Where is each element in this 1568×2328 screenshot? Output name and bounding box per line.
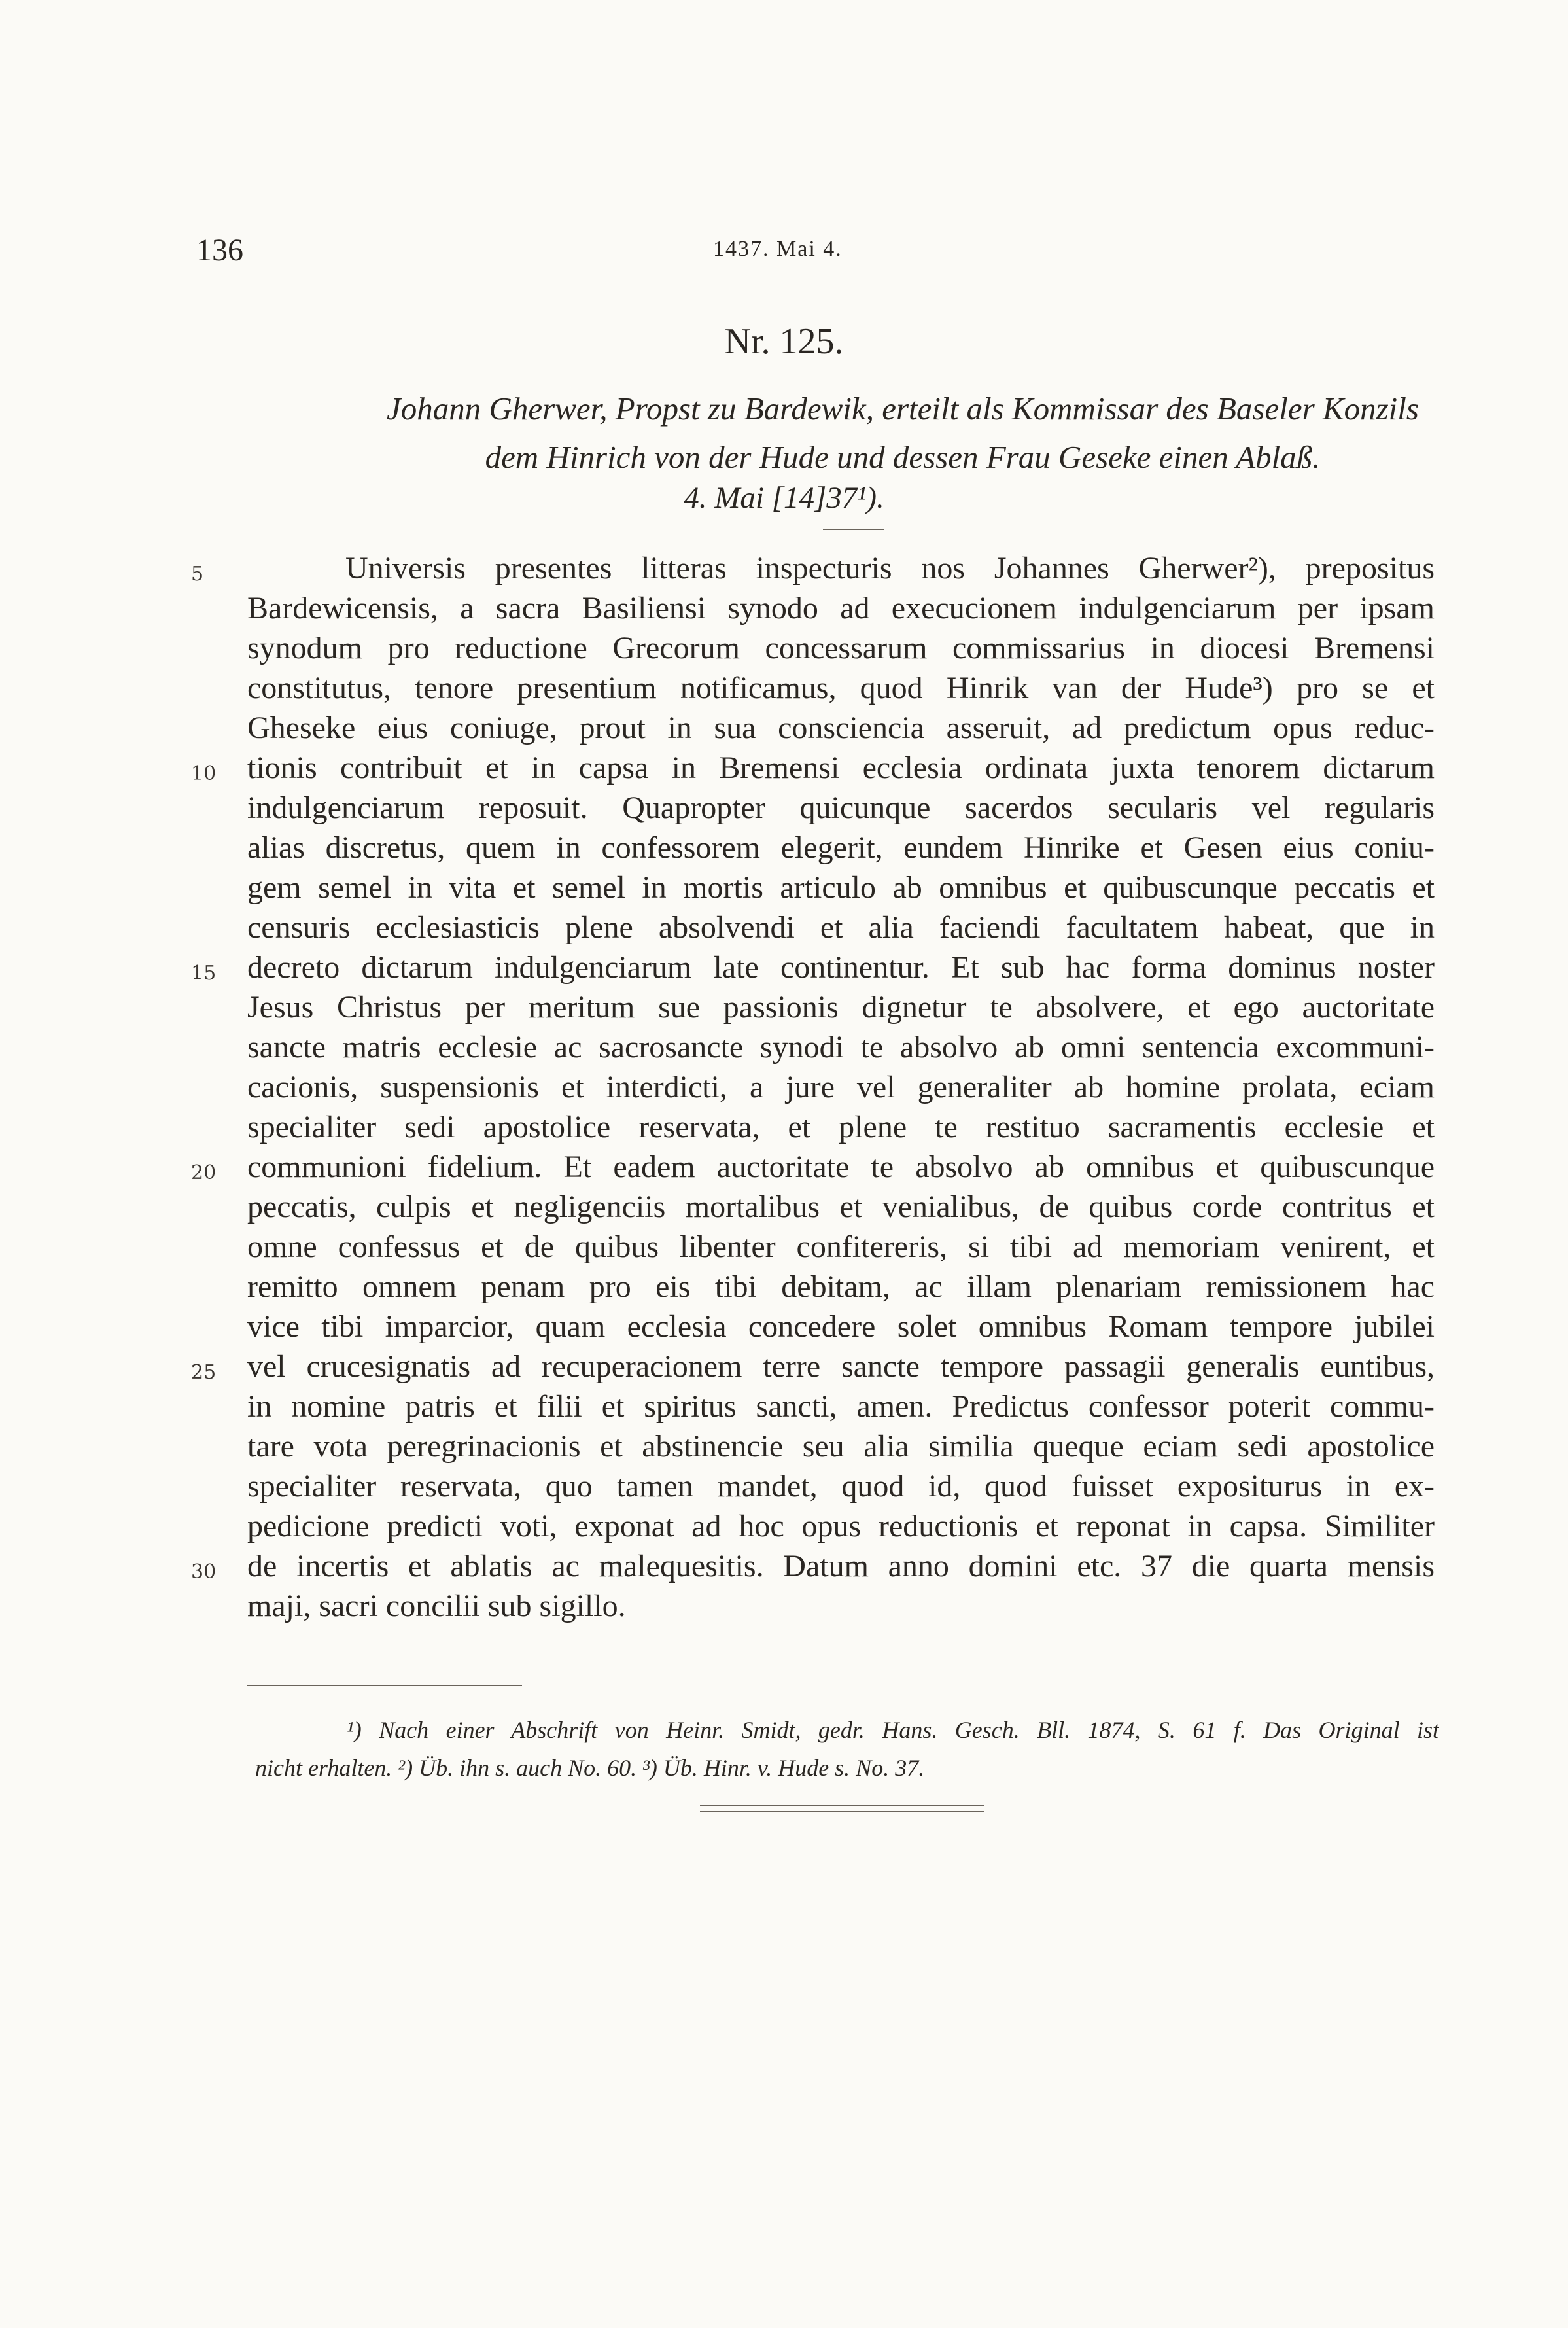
body-line: Universis presentes litteras inspecturis nos Johannes Gherwer²), prepositus bbox=[345, 551, 1435, 586]
body-line: cacionis, suspensionis et interdicti, a jure vel generaliter ab homine prolata, eciam bbox=[247, 1070, 1435, 1104]
body-line: sancte matris ecclesie ac sacrosancte synodi te absolvo ab omni sentencia excommuni- bbox=[247, 1030, 1435, 1065]
body-line: omne confessus et de quibus libenter confitereris, si tibi ad memoriam venirent, et bbox=[247, 1229, 1435, 1264]
body-line: indulgenciarum reposuit. Quapropter quicunque sacerdos secularis vel regularis bbox=[247, 790, 1435, 825]
body-line: specialiter reservata, quo tamen mandet, quod id, quod fuisset expositurus in ex- bbox=[247, 1469, 1435, 1504]
body-line: Bardewicensis, a sacra Basiliensi synodo ad execucionem indulgenciarum per ipsam bbox=[247, 591, 1435, 626]
line-number: 20 bbox=[191, 1161, 217, 1184]
body-line: de incertis et ablatis ac malequesitis. Datum anno domini etc. 37 die quarta mensis bbox=[247, 1549, 1435, 1583]
end-divider bbox=[700, 1805, 984, 1806]
body-line: Gheseke eius coniuge, prout in sua consciencia asseruit, ad predictum opus reduc- bbox=[247, 711, 1435, 745]
line-number: 15 bbox=[191, 962, 217, 985]
body-line: alias discretus, quem in confessorem elegerit, eundem Hinrike et Gesen eius coniu- bbox=[247, 830, 1435, 865]
document-body bbox=[247, 548, 1435, 1626]
footnotes bbox=[255, 1711, 1439, 1787]
body-line: communioni fidelium. Et eadem auctoritate te absolvo ab omnibus et quibuscunque bbox=[247, 1150, 1435, 1184]
document-date: 4. Mai [14]37¹). bbox=[684, 481, 884, 515]
body-line: pedicione predicti voti, exponat ad hoc opus reductionis et reponat in capsa. Similiter bbox=[247, 1509, 1435, 1543]
body-line: tare vota peregrinacionis et abstinencie seu alia similia queque eciam sedi apostolice bbox=[247, 1429, 1435, 1464]
summary-line: Johann Gherwer, Propst zu Bardewik, erteilt als Kommissar des Baseler Konzils bbox=[387, 391, 1419, 427]
body-line: gem semel in vita et semel in mortis articulo ab omnibus et quibuscunque peccatis et bbox=[247, 870, 1435, 905]
body-line: vice tibi imparcior, quam ecclesia concedere solet omnibus Romam tempore jubilei bbox=[247, 1309, 1435, 1344]
running-head: 1437. Mai 4. bbox=[713, 237, 843, 261]
summary-line: dem Hinrich von der Hude und dessen Frau Geseke einen Ablaß. bbox=[485, 439, 1321, 475]
document-number: Nr. 125. bbox=[724, 321, 844, 362]
body-line: specialiter sedi apostolice reservata, et plene te restituo sacramentis ecclesie et bbox=[247, 1110, 1435, 1144]
body-line: remitto omnem penam pro eis tibi debitam, ac illam plenariam remissionem hac bbox=[247, 1269, 1435, 1304]
body-line: tionis contribuit et in capsa in Bremensi ecclesia ordinata juxta tenorem dictarum bbox=[247, 750, 1435, 785]
footnote-line: nicht erhalten. ²) Üb. ihn s. auch No. 60. ³) Üb. Hinr. v. Hude s. No. 37. bbox=[255, 1755, 925, 1781]
title-divider bbox=[823, 529, 884, 530]
end-divider bbox=[700, 1811, 984, 1812]
document-summary bbox=[366, 385, 1439, 482]
body-line: constitutus, tenore presentium notificamus, quod Hinrik van der Hude³) pro se et bbox=[247, 671, 1435, 705]
footnote-line: ¹) Nach einer Abschrift von Heinr. Smidt, gedr. Hans. Gesch. Bll. 1874, S. 61 f. Das Original ist bbox=[347, 1717, 1439, 1743]
body-line: Jesus Christus per meritum sue passionis dignetur te absolvere, et ego auctoritate bbox=[247, 990, 1435, 1025]
footnote-divider bbox=[247, 1685, 522, 1686]
body-line: maji, sacri concilii sub sigillo. bbox=[247, 1589, 626, 1623]
body-line: decreto dictarum indulgenciarum late continentur. Et sub hac forma dominus noster bbox=[247, 950, 1435, 985]
line-number: 30 bbox=[191, 1561, 217, 1583]
body-line: in nomine patris et filii et spiritus sancti, amen. Predictus confessor poterit commu- bbox=[247, 1389, 1435, 1424]
page-number: 136 bbox=[196, 233, 243, 268]
body-line: synodum pro reductione Grecorum concessarum commissarius in diocesi Bremensi bbox=[247, 631, 1435, 665]
line-number: 25 bbox=[191, 1361, 217, 1384]
line-number: 5 bbox=[191, 563, 204, 586]
body-line: peccatis, culpis et negligenciis mortalibus et venialibus, de quibus corde contritus et bbox=[247, 1190, 1435, 1224]
body-line: censuris ecclesiasticis plene absolvendi et alia faciendi facultatem habeat, que in bbox=[247, 910, 1435, 945]
body-line: vel crucesignatis ad recuperacionem terre sancte tempore passagii generalis euntibus, bbox=[247, 1349, 1435, 1384]
line-number: 10 bbox=[191, 762, 217, 785]
